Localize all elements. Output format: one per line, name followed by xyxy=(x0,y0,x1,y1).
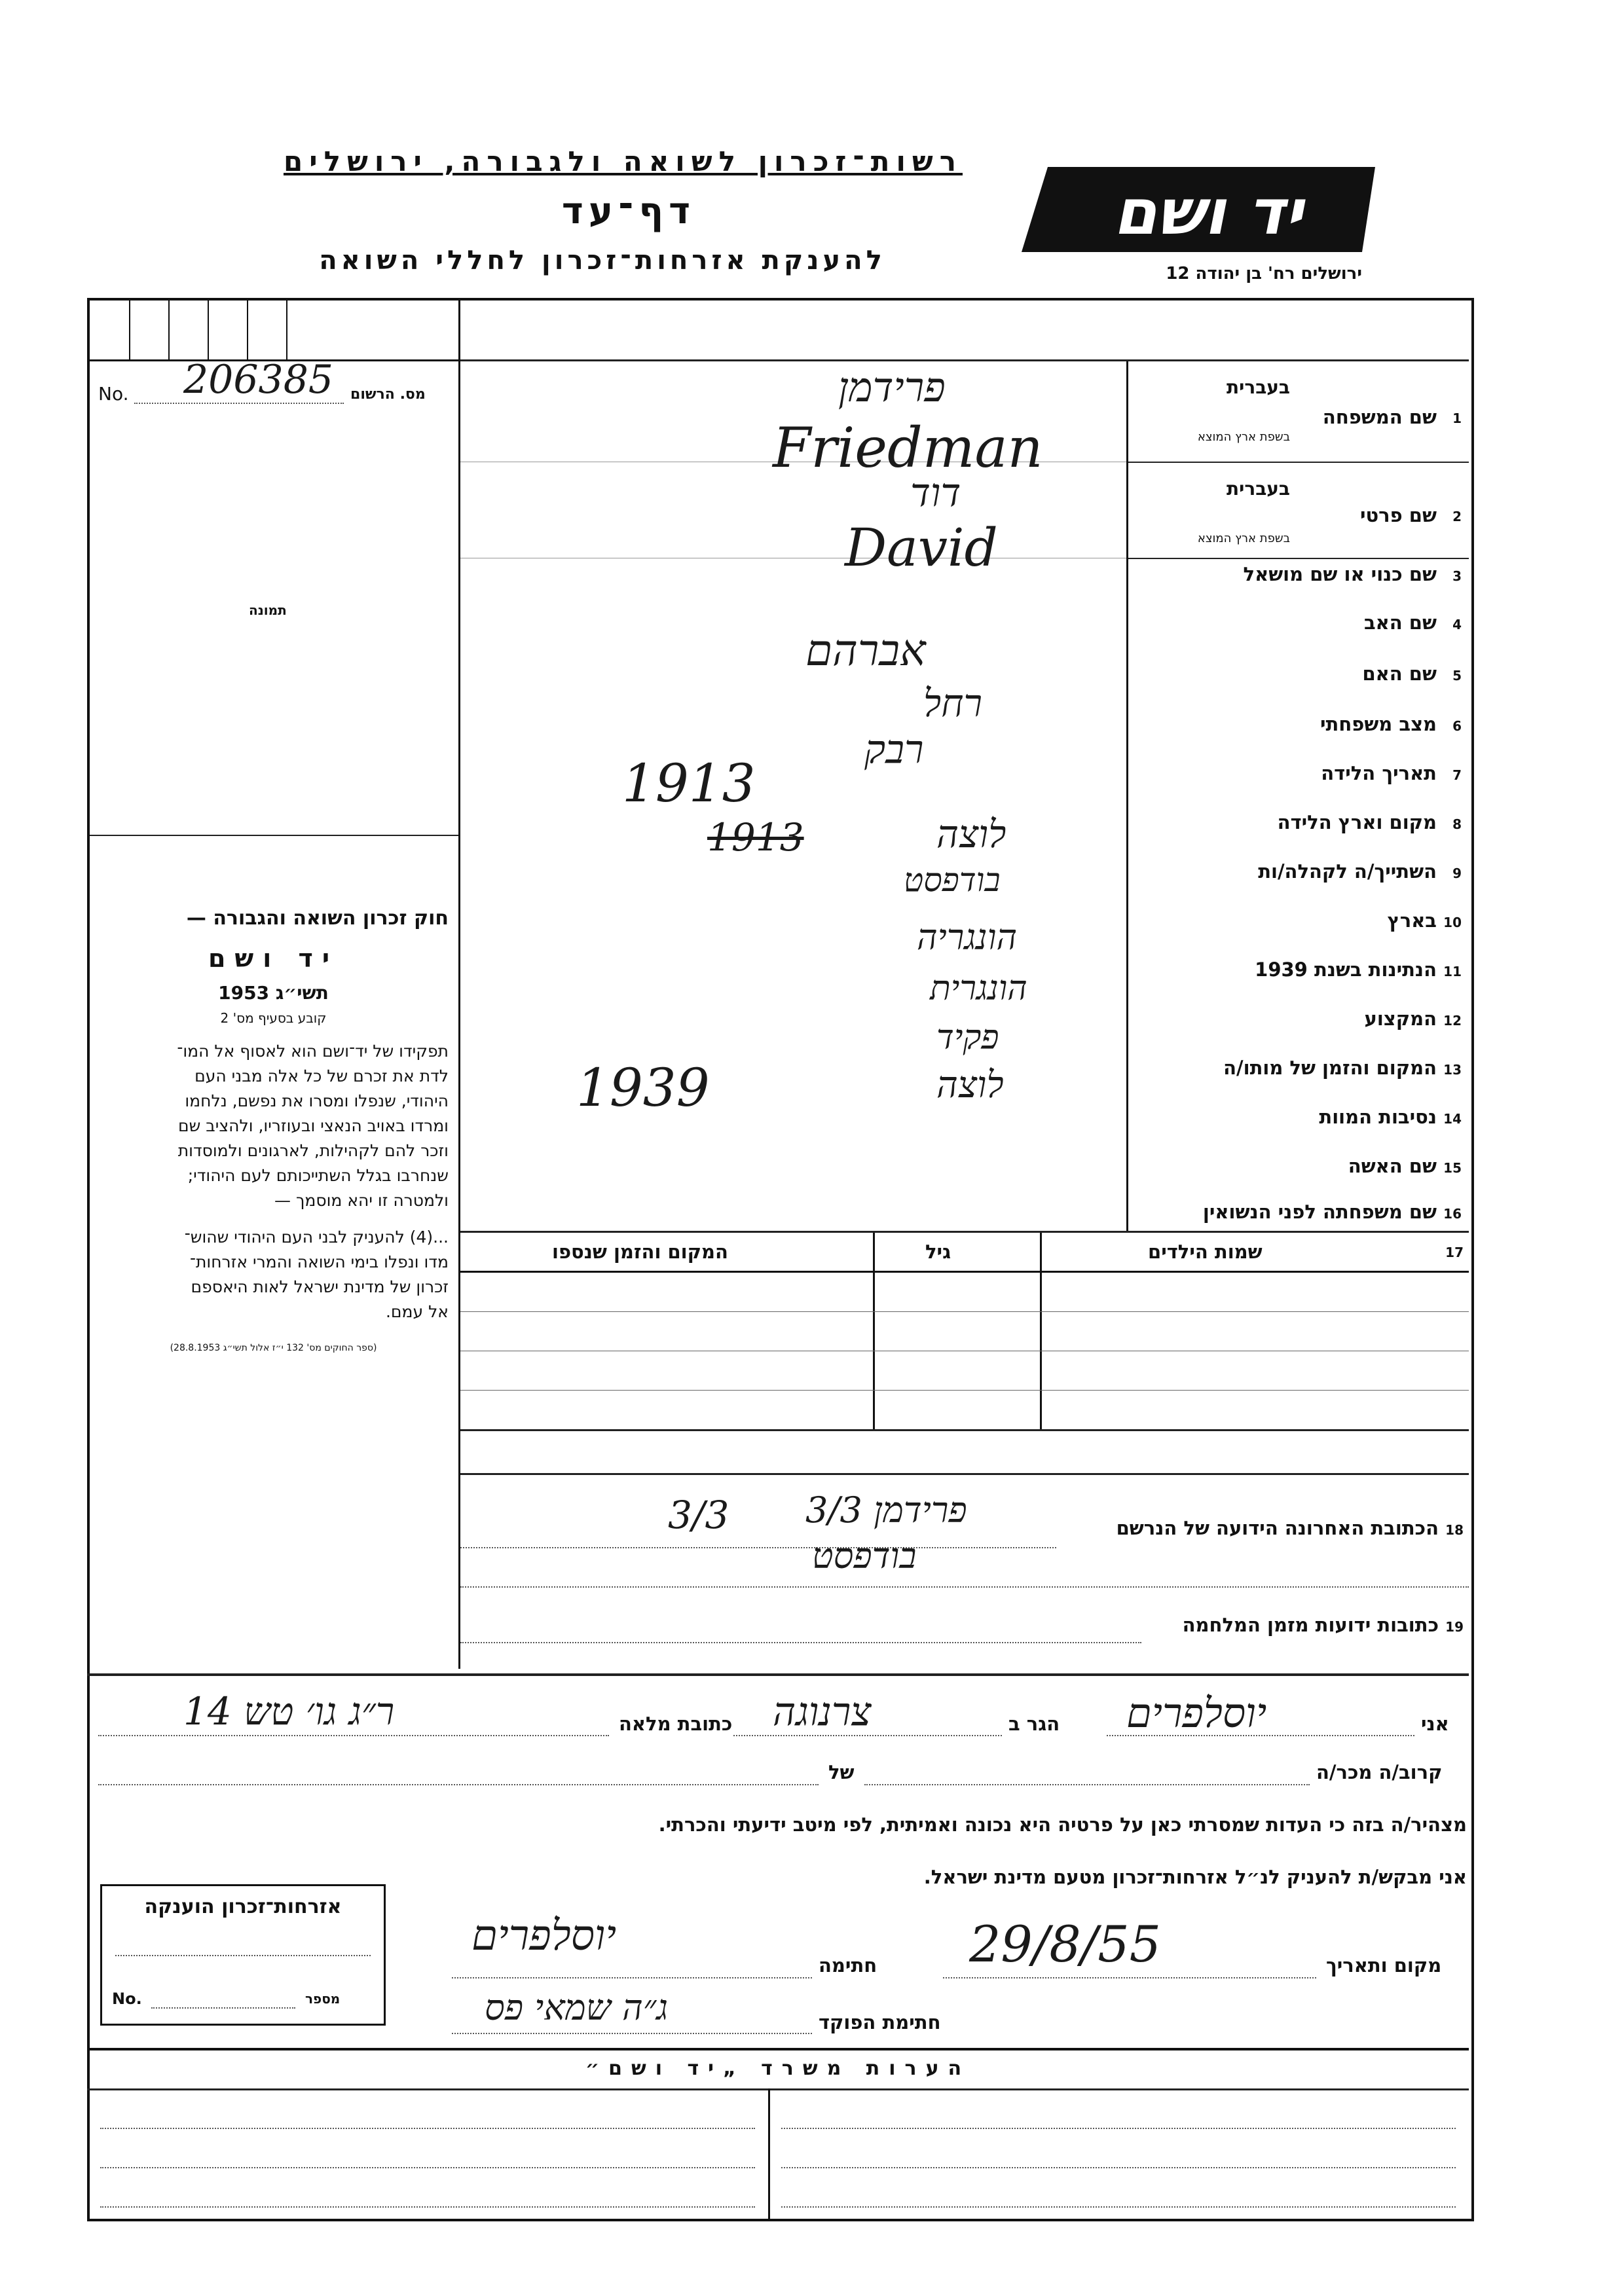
law-line: מדו ונפלו בימי השואה והמרי אזרחות־ xyxy=(189,1252,449,1271)
children-table: 17 שמות הילדים גיל המקום והזמן שנספו xyxy=(460,1233,1469,1429)
field-1-label: שם המשפחה xyxy=(1322,406,1437,428)
law-line: שנחרבו בגלל השתייכותם לעם היהודי; xyxy=(187,1166,449,1185)
field-2-label: שם פרטי xyxy=(1359,504,1437,526)
birth-date: 1913 xyxy=(622,753,756,814)
form-title: דף־עד xyxy=(561,190,696,232)
signature: יוסלפרים xyxy=(471,1912,617,1960)
field-16-row: 16 שם משפחתה לפני הנשואין xyxy=(1202,1201,1462,1223)
field-11-row: 11 הנתינות בשנת 1939 xyxy=(1255,958,1462,981)
nationality: הונגרית xyxy=(930,969,1027,1008)
law-year: תשי״ג 1953 xyxy=(218,982,329,1004)
col-place-time: המקום והזמן שנספו xyxy=(552,1241,728,1263)
law-line: לדת את זכרם של כל אלה מבני העם xyxy=(194,1066,449,1085)
form-subtitle: להענקת אזרחות־זכרון לחללי השואה xyxy=(319,246,886,276)
father-name: אברהם xyxy=(805,625,926,676)
last-address-a: 3/3 xyxy=(668,1493,729,1537)
law-line: היהודי, שנפלו ומסרו את נפשם, נלחמו xyxy=(185,1091,449,1110)
birth-place-struck: 1913 xyxy=(707,815,804,860)
photo-label: תמונה xyxy=(249,602,287,618)
law-line: זכרון של מדינת ישראל לאות היאספם xyxy=(191,1277,449,1296)
reg-prefix: No. xyxy=(98,383,129,405)
declarant-address: ר״ג גו׳ טש 14 xyxy=(183,1689,395,1734)
law-footnote: (ספר החוקים מס' 132 י״ז אלול תשי״ג 28.8.1953) xyxy=(170,1343,377,1353)
law-name: יד ושם xyxy=(208,944,339,973)
decl-of: של xyxy=(828,1761,855,1783)
office-notes xyxy=(87,2048,1469,2221)
decl-statement-2: אני מבקש/ת להעניק לנ״ל אזרחות־זכרון מטעם מדינת ישראל. xyxy=(923,1866,1467,1888)
field-9-row: 9 השתייך/ה לקהלה/ות xyxy=(1258,860,1462,883)
law-text xyxy=(98,1039,449,1324)
country: הונגריה xyxy=(917,917,1018,958)
field-12-row: 12 המקצוע xyxy=(1364,1008,1462,1030)
address-section: 18 הכתובת האחרונה הידועה של הנרשם 19 כתובות ידועות מזמן המלחמה xyxy=(460,1475,1469,1671)
decl-resident-of: הגר ב xyxy=(1008,1713,1060,1735)
institution-title: רשות־זכרון לשואה ולגבורה, ירושלים xyxy=(283,145,963,177)
marital-status: רבק xyxy=(864,727,924,773)
declarant-city: צרנוגה xyxy=(773,1689,872,1735)
col-child-names: שמות הילדים xyxy=(1148,1241,1263,1263)
law-line: וזכר להם לקהילות, לארגונים ולמוסדות xyxy=(177,1141,449,1160)
law-line: ולמטרה זו יהא מוסמך — xyxy=(274,1191,449,1210)
col-age: גיל xyxy=(925,1241,951,1263)
citizenship-title: אזרחות־זכרון הוענקה xyxy=(144,1895,342,1918)
birth-place: לוצה xyxy=(936,812,1006,856)
sign-date: 29/8/55 xyxy=(969,1915,1161,1973)
office-notes-title: הערות משרד „יד ושם״ xyxy=(585,2057,971,2080)
field-3-row: 3 שם כנוי או שם מושאל xyxy=(1243,563,1462,585)
yad-vashem-logo xyxy=(1022,160,1388,259)
surname-foreign: Friedman xyxy=(773,416,1043,480)
law-line: תפקידו של יד־ושם הוא לאסוף אל המו־ xyxy=(177,1042,449,1061)
law-line: ...(4) להעניק לבני העם היהודי שהוש־ xyxy=(184,1228,449,1247)
field-10-row: 10 בארץ xyxy=(1387,909,1462,932)
last-address-label: הכתובת האחרונה הידועה של הנרשם xyxy=(1116,1517,1439,1539)
citizenship-no: No. xyxy=(112,1990,142,2008)
field-8-row: 8 מקום וארץ הלידה xyxy=(1277,811,1462,833)
logo-address: ירושלים רח' בן יהודה 12 xyxy=(1166,264,1362,283)
decl-statement-1: מצהיר/ה בזה כי העדות שמסרתי כאן על פרטיה היא נכונה ואמיתית, לפי מיטב ידיעתי והכרתי. xyxy=(658,1813,1467,1836)
wartime-address-label: כתובות ידועות מזמן המלחמה xyxy=(1182,1614,1439,1636)
field-5-row: 5 שם האם xyxy=(1362,663,1462,685)
decl-relative: קרוב/ה מכר/ה xyxy=(1316,1761,1443,1783)
law-line: אל עמם. xyxy=(385,1302,449,1321)
decl-full-address: כתובת מלאה xyxy=(619,1713,733,1735)
law-line: ומרדו באויב הנאצי ובעוזריו, ולהציב שם xyxy=(178,1116,449,1135)
field-2-row: 2 שם פרטי בעברית בשפת ארץ המוצא xyxy=(1197,478,1462,545)
field-14-row: 14 נסיבות המוות xyxy=(1319,1106,1462,1128)
last-address-b: פרידמן 3/3 xyxy=(805,1489,967,1531)
given-hebrew: דוד xyxy=(910,470,961,516)
officer-signature: ג״ה שמאי פס xyxy=(485,1987,669,2028)
officer-signature-label: חתימת הפוקד xyxy=(819,2011,941,2033)
field-4-row: 4 שם האב xyxy=(1363,611,1462,634)
field-1-row: 1 שם המשפחה בעברית בשפת ארץ המוצא xyxy=(1197,376,1462,444)
place-date-label: מקום ותאריך xyxy=(1326,1954,1442,1977)
field-13-row: 13 המקום והזמן של מותו/ה xyxy=(1223,1057,1462,1079)
death-year: 1939 xyxy=(576,1057,710,1118)
field-15-row: 15 שם האשה xyxy=(1348,1155,1462,1177)
logo-text: יד ושם xyxy=(1113,175,1303,249)
law-section xyxy=(98,907,449,1353)
reg-label: מס. הרשום xyxy=(350,386,426,403)
surname-hebrew: פרידמן xyxy=(838,363,946,411)
citizenship-box xyxy=(100,1884,386,2026)
declarant-name: יוסלפרים xyxy=(1126,1689,1267,1737)
death-place: לוצה xyxy=(936,1064,1004,1106)
signature-label: חתימה xyxy=(819,1954,877,1977)
decl-ani: אני xyxy=(1421,1713,1449,1735)
profession: פקיד xyxy=(936,1018,999,1057)
field-7-row: 7 תאריך הלידה xyxy=(1321,762,1462,784)
code-boxes xyxy=(90,301,458,361)
law-title: חוק זכרון השואה והגבורה — xyxy=(186,907,449,930)
citizenship-number-label: מספר xyxy=(305,1991,341,2007)
field-6-row: 6 מצב משפחתי xyxy=(1320,713,1462,735)
mother-name: רחל xyxy=(923,681,982,725)
law-clause: קובע בסעיף מס' 2 xyxy=(220,1010,327,1026)
logo-shape xyxy=(1022,160,1388,259)
reg-number: 206385 xyxy=(183,357,334,403)
given-foreign: David xyxy=(845,517,998,578)
last-address-c: בודפסט xyxy=(812,1535,917,1576)
community: בודפסט xyxy=(904,861,1001,899)
